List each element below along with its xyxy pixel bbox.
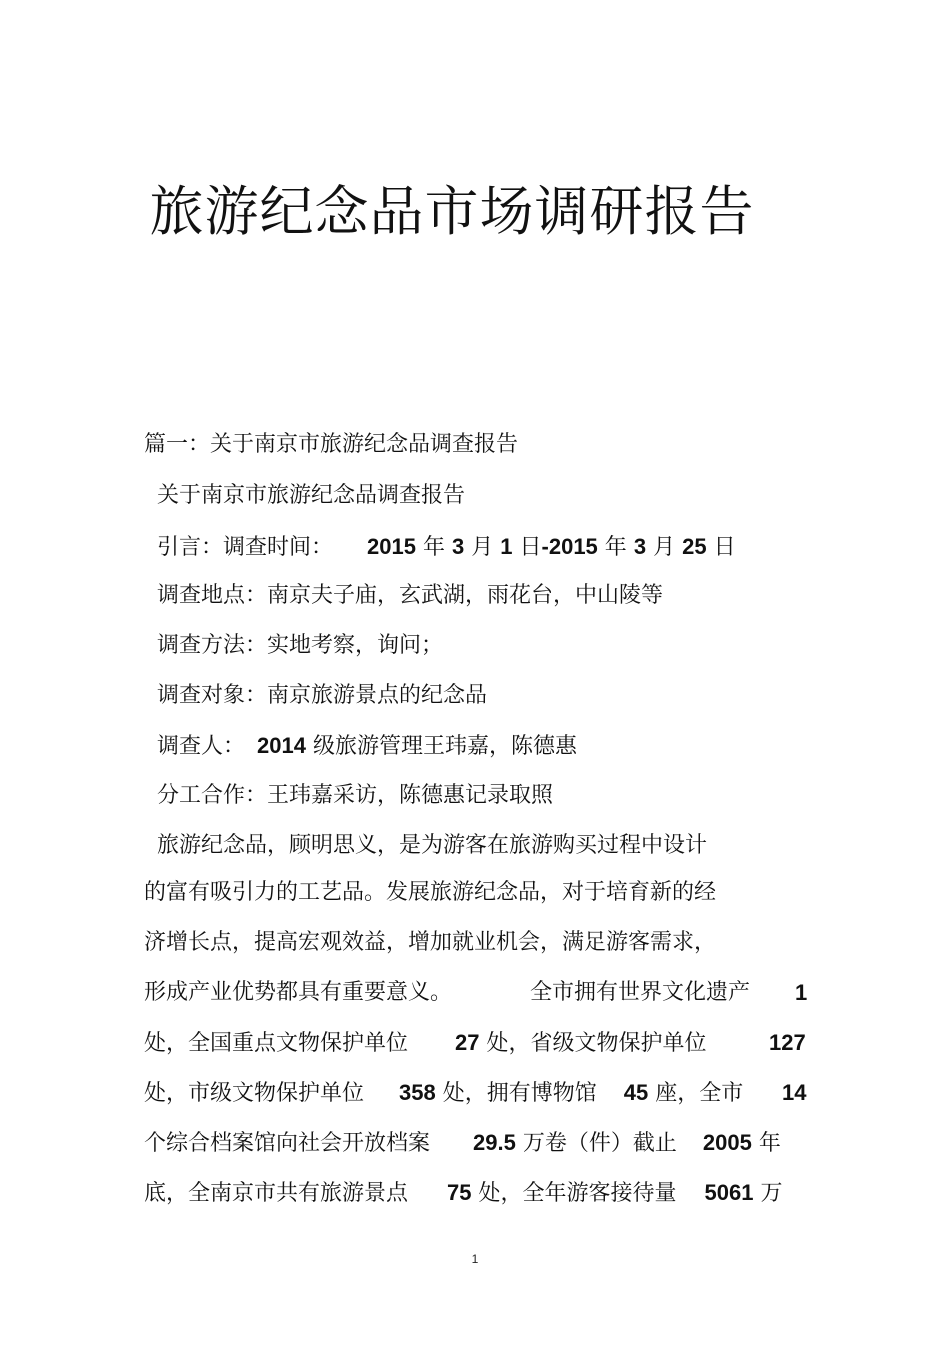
intro-t3: 日 bbox=[519, 535, 542, 560]
investigator-label: 调查人： bbox=[157, 734, 246, 759]
intro-t5: 月 bbox=[653, 535, 676, 560]
body-line-4-b: 全市拥有世界文化遗产 bbox=[530, 980, 751, 1005]
body-line-8 bbox=[144, 1178, 782, 1209]
intro-t2: 月 bbox=[471, 535, 494, 560]
body-line-5 bbox=[144, 1028, 707, 1059]
body-line-6 bbox=[144, 1078, 743, 1109]
archive-count: 14 bbox=[782, 1080, 807, 1105]
body-line-7-c: 年 bbox=[758, 1131, 781, 1156]
survey-target: 调查对象：南京旅游景点的纪念品 bbox=[157, 683, 488, 708]
intro-month2: 3 bbox=[633, 534, 647, 559]
visitor-count: 5061 bbox=[704, 1180, 754, 1205]
document-title: 旅游纪念品市场调研报告 bbox=[149, 180, 755, 243]
national-sites-count: 27 bbox=[455, 1030, 480, 1055]
intro-survey-time bbox=[157, 532, 736, 563]
report-subtitle: 关于南京市旅游纪念品调查报告 bbox=[157, 483, 466, 508]
body-line-1: 旅游纪念品，顾明思义，是为游客在旅游购买过程中设计 bbox=[157, 833, 708, 858]
intro-year1: 2015 bbox=[367, 534, 416, 559]
cutoff-year: 2005 bbox=[702, 1130, 752, 1155]
body-line-7 bbox=[144, 1128, 781, 1159]
intro-t6: 日 bbox=[713, 535, 736, 560]
section-heading: 篇一：关于南京市旅游纪念品调查报告 bbox=[144, 432, 519, 457]
intro-year2: -2015 bbox=[541, 534, 598, 559]
provincial-sites-count: 127 bbox=[769, 1030, 806, 1055]
intro-day2: 25 bbox=[682, 534, 707, 559]
intro-t4: 年 bbox=[604, 535, 627, 560]
body-line-4-a: 形成产业优势都具有重要意义。 bbox=[144, 980, 453, 1005]
survey-method: 调查方法：实地考察，询问； bbox=[157, 633, 444, 658]
museum-count: 45 bbox=[623, 1080, 649, 1105]
intro-t1: 年 bbox=[422, 535, 445, 560]
page-number: 1 bbox=[471, 1252, 479, 1266]
body-line-3: 济增长点，提高宏观效益，增加就业机会，满足游客需求， bbox=[144, 930, 717, 955]
body-line-6-a: 处，市级文物保护单位 bbox=[144, 1081, 365, 1106]
investigator-year: 2014 bbox=[257, 733, 306, 758]
division-of-work: 分工合作：王玮嘉采访，陈德惠记录取照 bbox=[157, 783, 554, 808]
intro-label: 引言：调查时间： bbox=[157, 535, 334, 560]
body-line-6-b: 处，拥有博物馆 bbox=[442, 1081, 597, 1106]
body-line-5-a: 处，全国重点文物保护单位 bbox=[144, 1031, 409, 1056]
body-line-7-b: 万卷（件）截止 bbox=[522, 1131, 677, 1156]
body-line-7-a: 个综合档案馆向社会开放档案 bbox=[144, 1131, 431, 1156]
survey-location: 调查地点：南京夫子庙，玄武湖，雨花台，中山陵等 bbox=[157, 583, 664, 608]
investigator-names: 级旅游管理王玮嘉，陈德惠 bbox=[312, 734, 577, 759]
archive-volumes: 29.5 bbox=[473, 1130, 516, 1155]
city-sites-count: 358 bbox=[399, 1080, 436, 1105]
body-line-4 bbox=[144, 978, 750, 1008]
heritage-count: 1 bbox=[795, 980, 808, 1005]
body-line-5-b: 处，省级文物保护单位 bbox=[486, 1031, 707, 1056]
body-line-6-c: 座，全市 bbox=[655, 1081, 744, 1106]
body-line-8-a: 底，全南京市共有旅游景点 bbox=[144, 1181, 409, 1206]
intro-day1: 1 bbox=[500, 534, 513, 559]
body-line-8-c: 万 bbox=[760, 1181, 783, 1206]
survey-investigator bbox=[157, 731, 577, 762]
body-line-8-b: 处，全年游客接待量 bbox=[478, 1181, 677, 1206]
body-line-2: 的富有吸引力的工艺品。发展旅游纪念品，对于培育新的经 bbox=[144, 880, 717, 905]
intro-month1: 3 bbox=[451, 534, 465, 559]
attractions-count: 75 bbox=[447, 1180, 472, 1205]
